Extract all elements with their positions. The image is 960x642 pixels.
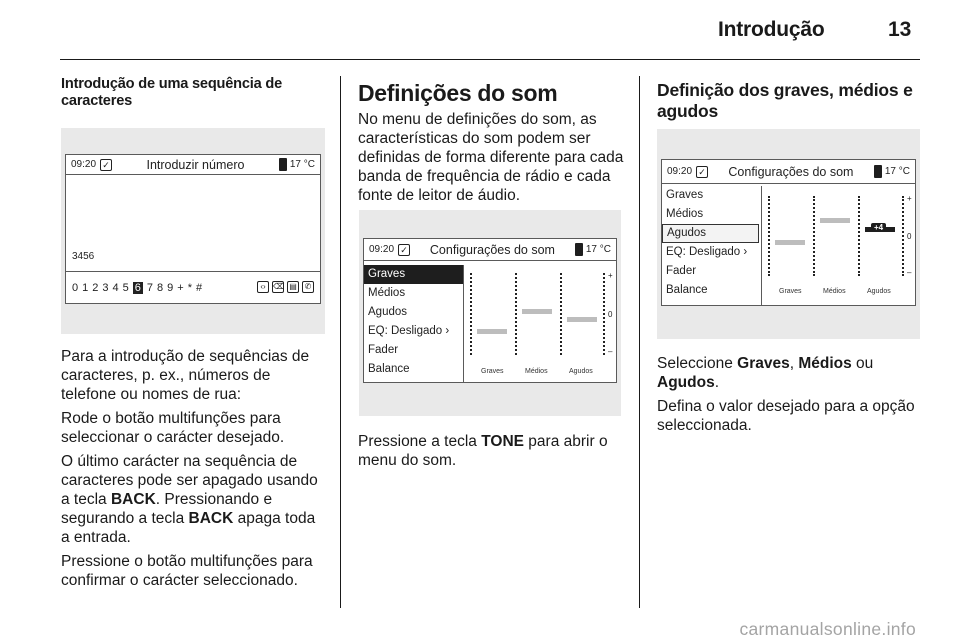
eq-zero: 0: [608, 310, 613, 319]
character-row: [66, 271, 320, 303]
phone-icon: [575, 243, 583, 256]
screen-frame-number-entry: [61, 128, 325, 334]
paragraph-tone: Pressione a tecla TONE para abrir o menu do som.: [358, 433, 608, 469]
column-divider-1: [340, 76, 341, 608]
menu-item-fader[interactable]: Fader: [666, 265, 697, 277]
eq-value-badge: +4: [871, 223, 886, 232]
char-6-selected[interactable]: 6: [134, 281, 141, 294]
term-medios: Médios: [798, 355, 852, 372]
phone-icon: [874, 165, 882, 178]
menu-item-eq[interactable]: EQ: Desligado ›: [666, 246, 748, 258]
section-heading-character-entry: Introdução de uma sequência de caracteres: [61, 76, 283, 109]
call-icon[interactable]: ✆: [302, 281, 314, 293]
char-5[interactable]: 5: [122, 281, 129, 294]
menu-item-fader[interactable]: Fader: [368, 344, 399, 356]
temperature: 17 °C: [884, 166, 910, 177]
status-bar: [66, 155, 320, 175]
char-1[interactable]: 1: [82, 281, 89, 294]
check-icon: ✓: [100, 159, 112, 171]
menu-item-balance[interactable]: Balance: [368, 363, 410, 375]
key-back-hold: BACK: [188, 510, 234, 527]
eq-bar-medios[interactable]: [522, 309, 552, 314]
paragraph-confirm: Pressione o botão multifunções para confirmar o carácter seleccionado.: [61, 553, 313, 589]
screen-sound-settings-2: [661, 159, 916, 306]
section-heading-sound: Definições do som: [358, 80, 558, 106]
status-bar: [662, 160, 915, 184]
eq-minus: –: [608, 347, 613, 356]
screen-title: Configurações do som: [728, 164, 854, 179]
entered-number: 3456: [72, 251, 95, 262]
temperature: 17 °C: [289, 159, 315, 170]
clock-time: 09:20: [667, 166, 693, 177]
clock-time: 09:20: [71, 159, 97, 170]
clock-time: 09:20: [369, 244, 395, 255]
menu-item-agudos[interactable]: Agudos: [662, 224, 759, 243]
eq-bar-agudos[interactable]: [567, 317, 597, 322]
eq-scale-medios: [560, 273, 563, 355]
char-9[interactable]: 9: [167, 281, 174, 294]
equalizer-panel: [763, 184, 916, 306]
menu-item-agudos[interactable]: Agudos: [368, 306, 408, 318]
paragraph-set-value: Defina o valor desejado para a opção seleccionada.: [657, 398, 915, 434]
header-rule: [60, 59, 920, 60]
eq-label-graves: Graves: [779, 288, 802, 295]
delete-icon[interactable]: ⌫: [273, 282, 285, 291]
watermark: carmanualsonline.info: [739, 619, 916, 639]
column-1: [61, 76, 326, 110]
paragraph-rotate: Rode o botão multifunções para seleccionar o carácter desejado.: [61, 410, 285, 446]
status-bar: [364, 239, 616, 261]
menu-item-balance[interactable]: Balance: [666, 284, 708, 296]
temperature: 17 °C: [585, 244, 611, 255]
paragraph-back: O último carácter na sequência de caracteres pode ser apagado usando a tecla BACK. Pressionando e segurando a tecla BACK apaga toda a entrada.: [61, 453, 318, 546]
screen-title: Introduzir número: [146, 157, 245, 172]
char-star[interactable]: *: [187, 281, 192, 294]
eq-scale-medios: [858, 196, 861, 276]
paragraph-intro: Para a introdução de sequências de caracteres, p. ex., números de telefone ou nomes de rua:: [61, 348, 310, 403]
column-2-body: [358, 432, 626, 475]
menu-item-graves[interactable]: Graves: [666, 189, 704, 201]
contacts-icon[interactable]: ▤: [287, 281, 299, 293]
eq-scale-agudos: [902, 196, 905, 276]
screen-sound-settings-1: [363, 238, 617, 383]
sound-menu: [662, 186, 762, 305]
paragraph-sound-intro: No menu de definições do som, as características do som podem ser definidas de forma diferente para cada banda de frequência de rádio e cada fonte de leitor de áudio.: [358, 111, 624, 204]
screen-frame-sound-2: [657, 129, 920, 339]
check-icon: ✓: [398, 244, 410, 256]
term-agudos: Agudos: [657, 374, 715, 391]
eq-scale-graves: [813, 196, 816, 276]
char-3[interactable]: 3: [102, 281, 109, 294]
eq-plus: +: [608, 271, 613, 280]
phone-icon: [279, 158, 287, 171]
eq-label-agudos: Agudos: [569, 368, 593, 375]
char-4[interactable]: 4: [112, 281, 119, 294]
check-icon: ✓: [696, 166, 708, 178]
menu-item-eq[interactable]: EQ: Desligado ›: [368, 325, 450, 337]
sound-menu: [364, 265, 464, 382]
char-hash[interactable]: #: [195, 281, 203, 294]
char-2[interactable]: 2: [92, 281, 99, 294]
key-tone: TONE: [481, 433, 524, 450]
eq-bar-medios[interactable]: [820, 218, 850, 223]
char-plus[interactable]: +: [177, 281, 184, 294]
entry-actions: [257, 281, 314, 293]
eq-scale-left: [768, 196, 771, 276]
section-heading-bass-mid-treble: Definição dos graves, médios e agudos: [657, 80, 913, 121]
page-header-title: Introdução: [718, 18, 825, 41]
column-2: [358, 80, 626, 210]
column-3: [657, 80, 925, 122]
eq-scale-agudos: [603, 273, 606, 355]
eq-scale-graves: [515, 273, 518, 355]
eq-bar-graves[interactable]: [477, 329, 507, 334]
char-0[interactable]: 0: [72, 281, 79, 294]
eq-scale-left: [470, 273, 473, 355]
paragraph-select: Seleccione Graves, Médios ou Agudos.: [657, 355, 874, 391]
char-8[interactable]: 8: [157, 281, 164, 294]
screen-title: Configurações do som: [429, 242, 555, 257]
menu-item-medios[interactable]: Médios: [666, 208, 704, 220]
chevron-right-icon: ›: [445, 325, 450, 337]
eq-label-agudos: Agudos: [867, 288, 891, 295]
eq-label-medios: Médios: [525, 368, 548, 375]
eq-plus: +: [907, 194, 912, 203]
column-divider-2: [639, 76, 640, 608]
eq-label-graves: Graves: [481, 368, 504, 375]
menu-item-graves[interactable]: Graves: [364, 265, 463, 284]
eq-bar-graves[interactable]: [775, 240, 805, 245]
equalizer-panel: [465, 261, 617, 383]
column-3-body: [657, 354, 925, 440]
key-back: BACK: [110, 491, 156, 508]
screen-number-entry: [65, 154, 321, 304]
page-number: 13: [888, 18, 912, 41]
cursor-arrows-icon[interactable]: ‹›: [257, 281, 269, 293]
eq-zero: 0: [907, 232, 912, 241]
screen-frame-sound-1: [359, 210, 621, 416]
eq-minus: –: [907, 268, 912, 277]
char-7[interactable]: 7: [146, 281, 153, 294]
eq-label-medios: Médios: [823, 288, 846, 295]
chevron-right-icon: ›: [743, 246, 748, 258]
menu-item-medios[interactable]: Médios: [368, 287, 406, 299]
term-graves: Graves: [737, 355, 790, 372]
column-1-body: [61, 347, 326, 595]
